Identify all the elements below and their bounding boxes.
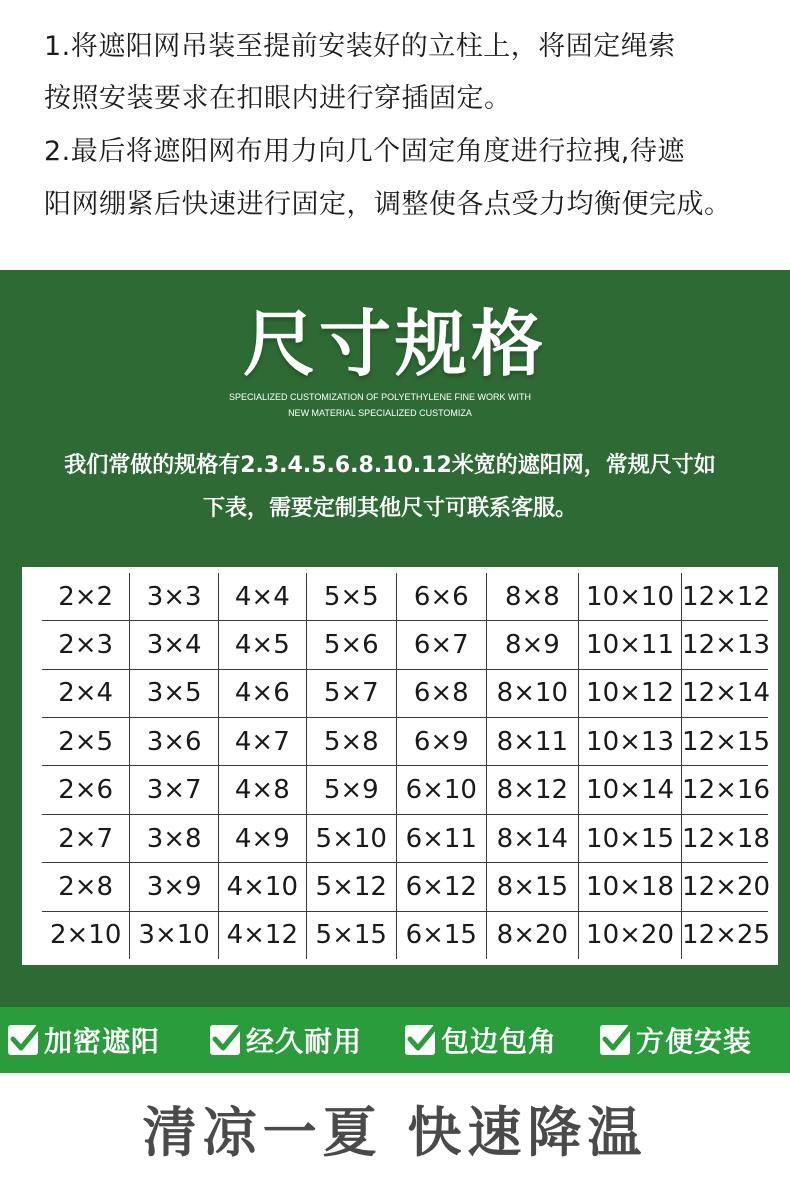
specs-description: 下表，需要定制其他尺寸可联系客服。: [202, 496, 577, 521]
size-cell: 8×14: [486, 814, 578, 862]
size-cell: 8×8: [486, 573, 578, 621]
table-row: [42, 863, 768, 911]
slogan: 清凉一夏 快速降温: [142, 1101, 648, 1164]
size-cell: 6×9: [396, 718, 486, 766]
specs-subtitle-en: SPECIALIZED CUSTOMIZATION OF POLYETHYLENE FINE WORK WITH: [228, 392, 532, 402]
specs-title: 尺寸规格: [242, 302, 547, 386]
size-cell: 5×10: [306, 814, 396, 862]
size-cell: 2×3: [42, 621, 130, 669]
size-cell: 6×8: [396, 669, 486, 717]
feature-label: 加密遮阳: [44, 1025, 161, 1058]
size-table: [22, 567, 778, 965]
size-cell: 2×7: [42, 814, 130, 862]
feature-item: [8, 1019, 160, 1061]
size-cell: 4×10: [218, 863, 306, 911]
size-cell: 10×10: [578, 573, 681, 621]
size-cell: 10×18: [578, 863, 681, 911]
footer: [0, 1073, 790, 1194]
table-row: [42, 573, 768, 621]
size-cell: 5×6: [306, 621, 396, 669]
size-cell: 3×5: [130, 669, 219, 717]
size-cell: 2×6: [42, 766, 130, 814]
table-row: [42, 718, 768, 766]
size-cell: 10×14: [578, 766, 681, 814]
size-cell: 12×13: [682, 621, 768, 669]
size-cell: 10×15: [578, 814, 681, 862]
size-cell: 6×7: [396, 621, 486, 669]
instruction-line: 阳网绷紧后快速进行固定，调整使各点受力均衡便完成。: [44, 189, 732, 220]
instruction-line: 按照安装要求在扣眼内进行穿插固定。: [44, 83, 512, 114]
size-cell: 8×10: [486, 669, 578, 717]
size-cell: 4×12: [218, 911, 306, 959]
size-cell: 10×12: [578, 669, 681, 717]
size-cell: 8×12: [486, 766, 578, 814]
size-cell: 6×6: [396, 573, 486, 621]
size-cell: 2×8: [42, 863, 130, 911]
size-cell: 6×12: [396, 863, 486, 911]
size-cell: 4×4: [218, 573, 306, 621]
size-cell: 4×7: [218, 718, 306, 766]
size-cell: 6×11: [396, 814, 486, 862]
feature-label: 经久耐用: [246, 1025, 363, 1058]
size-cell: 2×5: [42, 718, 130, 766]
feature-label: 方便安装: [636, 1025, 753, 1058]
size-cell: 6×10: [396, 766, 486, 814]
size-cell: 5×15: [306, 911, 396, 959]
size-cell: 3×9: [130, 863, 219, 911]
size-cell: 12×18: [682, 814, 768, 862]
feature-item: [405, 1019, 557, 1061]
check-icon: [405, 1025, 435, 1055]
installation-instructions: [0, 0, 790, 270]
size-cell: 5×7: [306, 669, 396, 717]
size-cell: 4×6: [218, 669, 306, 717]
instruction-line: 1.将遮阳网吊装至提前安装好的立柱上，将固定绳索: [44, 31, 676, 62]
size-cell: 12×15: [682, 718, 768, 766]
size-cell: 8×9: [486, 621, 578, 669]
feature-label: 包边包角: [441, 1025, 558, 1058]
size-cell: 3×3: [130, 573, 219, 621]
check-icon: [210, 1025, 240, 1055]
size-cell: 12×14: [682, 669, 768, 717]
size-cell: 12×12: [682, 573, 768, 621]
size-cell: 3×10: [130, 911, 219, 959]
features-bar: [0, 1007, 790, 1073]
size-cell: 2×10: [42, 911, 130, 959]
table-row: [42, 766, 768, 814]
size-cell: 3×6: [130, 718, 219, 766]
size-cell: 8×11: [486, 718, 578, 766]
table-row: [42, 621, 768, 669]
size-cell: 5×8: [306, 718, 396, 766]
table-row: [42, 814, 768, 862]
size-cell: 10×20: [578, 911, 681, 959]
specs-section: [0, 270, 790, 1010]
feature-item: [210, 1019, 362, 1061]
instruction-line: 2.最后将遮阳网布用力向几个固定角度进行拉拽,待遮: [44, 136, 685, 167]
check-icon: [8, 1025, 38, 1055]
size-cell: 12×25: [682, 920, 770, 951]
size-cell: 5×5: [306, 573, 396, 621]
size-cell: 2×2: [42, 573, 130, 621]
specs-description: 我们常做的规格有2.3.4.5.6.8.10.12米宽的遮阳网，常规尺寸如: [64, 453, 716, 478]
size-cell: 2×4: [42, 669, 130, 717]
size-cell: 3×7: [130, 766, 219, 814]
size-cell: 12×16: [682, 766, 768, 814]
size-cell: 4×9: [218, 814, 306, 862]
size-cell: 3×4: [130, 621, 219, 669]
size-cell: 10×11: [578, 621, 681, 669]
table-row: [42, 669, 768, 717]
table-row: [42, 911, 768, 959]
feature-item: [600, 1019, 752, 1061]
size-cell: 5×12: [306, 863, 396, 911]
check-icon: [600, 1025, 630, 1055]
size-cell: 4×8: [218, 766, 306, 814]
size-table-grid: [42, 573, 768, 959]
size-cell: 8×20: [486, 911, 578, 959]
specs-subtitle-en: NEW MATERIAL SPECIALIZED CUSTOMIZA: [288, 408, 472, 418]
size-cell: 8×15: [486, 863, 578, 911]
size-cell: 10×13: [578, 718, 681, 766]
size-cell: 3×8: [130, 814, 219, 862]
size-cell: 5×9: [306, 766, 396, 814]
size-cell: 12×20: [682, 863, 768, 911]
size-cell: 6×15: [396, 911, 486, 959]
size-cell: 4×5: [218, 621, 306, 669]
